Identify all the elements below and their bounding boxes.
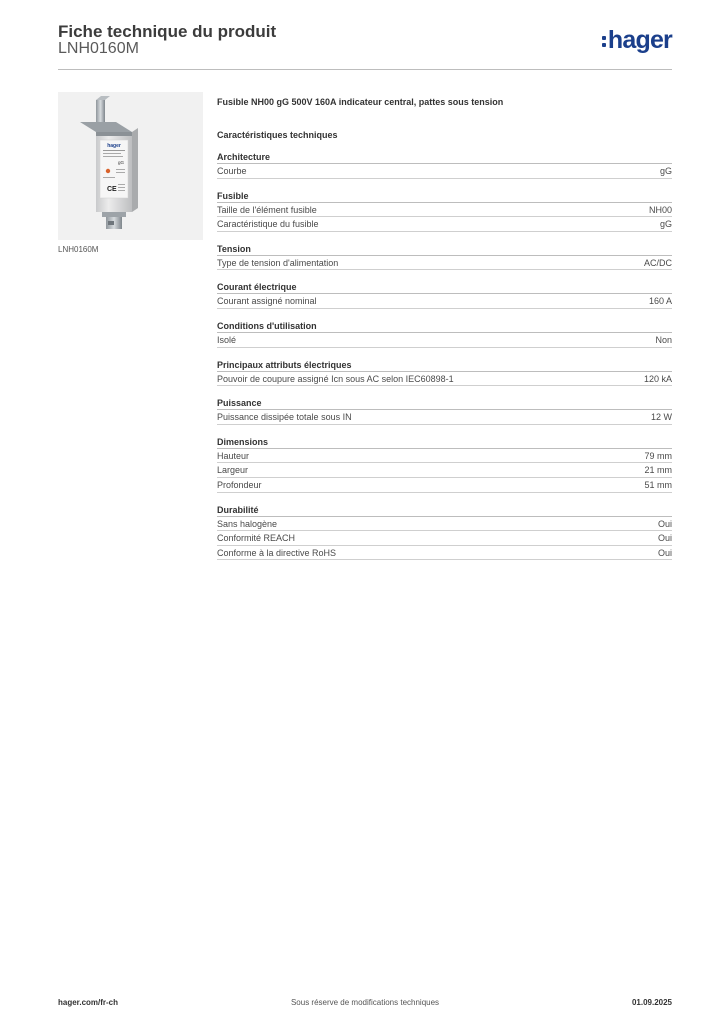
fuse-label-class: gG xyxy=(117,160,124,165)
spec-value: 12 W xyxy=(650,412,672,423)
spec-value: 21 mm xyxy=(644,465,672,476)
page-footer xyxy=(58,998,672,1010)
spec-row xyxy=(217,333,672,348)
section-title: Tension xyxy=(217,242,672,256)
section-title: Dimensions xyxy=(217,435,672,449)
spec-sections xyxy=(217,150,672,560)
spec-heading: Caractéristiques techniques xyxy=(217,130,338,140)
spec-row xyxy=(217,463,672,478)
spec-section xyxy=(217,189,672,232)
hager-logo xyxy=(602,24,672,56)
section-title: Puissance xyxy=(217,396,672,410)
spec-value: gG xyxy=(659,219,672,230)
spec-label: Courant assigné nominal xyxy=(217,296,317,307)
spec-label: Profondeur xyxy=(217,479,262,490)
spec-row xyxy=(217,478,672,493)
spec-value: gG xyxy=(659,166,672,176)
spec-section xyxy=(217,280,672,309)
footer-notice: Sous réserve de modifications techniques xyxy=(290,998,440,1007)
section-title: Fusible xyxy=(217,189,672,203)
spec-value: NH00 xyxy=(648,204,672,215)
logo-dots-icon xyxy=(602,36,606,47)
spec-label: Hauteur xyxy=(217,450,250,461)
spec-label: Type de tension d'alimentation xyxy=(217,257,339,268)
spec-row xyxy=(217,256,672,271)
ce-mark-icon: CE xyxy=(107,186,117,193)
spec-value: 160 A xyxy=(648,296,672,307)
spec-label: Conformité REACH xyxy=(217,533,296,544)
page-title: Fiche technique du produit xyxy=(58,22,277,41)
spec-label: Isolé xyxy=(217,334,237,345)
fuse-label-brand: hager xyxy=(107,143,121,149)
section-title: Durabilité xyxy=(217,503,672,517)
spec-label: Taille de l'élément fusible xyxy=(217,204,317,215)
spec-row xyxy=(217,372,672,387)
product-reference: LNH0160M xyxy=(58,40,139,57)
spec-label: Largeur xyxy=(217,465,249,476)
spec-value: Oui xyxy=(657,518,672,529)
spec-value: AC/DC xyxy=(643,257,672,268)
spec-label: Sans halogène xyxy=(217,518,278,529)
spec-row xyxy=(217,217,672,232)
spec-section xyxy=(217,319,672,348)
product-image xyxy=(58,92,203,240)
spec-value: Oui xyxy=(657,533,672,544)
page-header xyxy=(58,22,672,70)
footer-website-link[interactable]: hager.com/fr-ch xyxy=(58,998,119,1007)
spec-section xyxy=(217,503,672,561)
section-title: Courant électrique xyxy=(217,280,672,294)
spec-section xyxy=(217,150,672,179)
product-description: Fusible NH00 gG 500V 160A indicateur central, pattes sous tension xyxy=(217,97,504,107)
spec-value: 79 mm xyxy=(644,450,672,461)
spec-row xyxy=(217,410,672,425)
image-caption: LNH0160M xyxy=(58,245,99,254)
fuse-illustration xyxy=(58,92,203,240)
spec-section xyxy=(217,396,672,425)
status-indicator-icon xyxy=(106,169,110,173)
spec-section xyxy=(217,435,672,493)
footer-date: 01.09.2025 xyxy=(631,998,672,1007)
section-title: Architecture xyxy=(217,150,672,164)
spec-row xyxy=(217,449,672,464)
spec-label: Pouvoir de coupure assigné Icn sous AC selon IEC60898-1 xyxy=(217,373,454,384)
spec-row xyxy=(217,294,672,309)
spec-row xyxy=(217,546,672,561)
spec-value: Non xyxy=(655,334,672,345)
section-title: Principaux attributs électriques xyxy=(217,358,672,372)
section-title: Conditions d'utilisation xyxy=(217,319,672,333)
spec-row xyxy=(217,164,672,179)
spec-value: Oui xyxy=(657,547,672,558)
product-content xyxy=(217,96,672,560)
spec-row xyxy=(217,517,672,532)
spec-label: Caractéristique du fusible xyxy=(217,219,319,230)
spec-row xyxy=(217,203,672,218)
spec-label: Courbe xyxy=(217,166,247,176)
spec-label: Conforme à la directive RoHS xyxy=(217,547,337,558)
spec-value: 120 kA xyxy=(643,373,672,384)
spec-row xyxy=(217,531,672,546)
spec-label: Puissance dissipée totale sous IN xyxy=(217,412,352,423)
spec-section xyxy=(217,242,672,271)
spec-section xyxy=(217,358,672,387)
logo-text: hager xyxy=(607,25,672,54)
spec-value: 51 mm xyxy=(644,479,672,490)
